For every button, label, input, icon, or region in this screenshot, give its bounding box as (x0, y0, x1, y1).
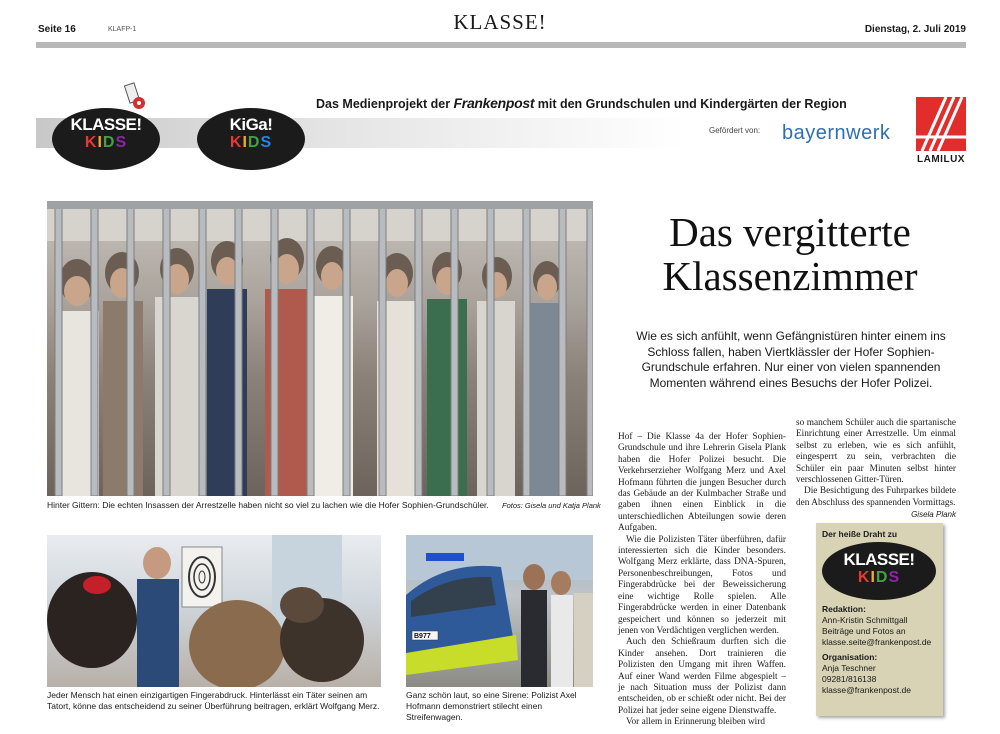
article-paragraph: Wie die Polizisten Täter überführen, dafür interessierten sich die Kinder besonders. Wolfgang Merz erklärte, dass DNA-Spuren, Personenbeschreibungen, Fotos und Fingerabdrücke bei der Beweissicherung eine wichtige Rolle spielen. Alle Fingerabdrücke werden in einer Datenbank gespeichert und können so jederzeit mit jenen von Verdächtigen verglichen werden. (618, 534, 786, 636)
headline-line-2: Klassenzimmer (662, 253, 918, 299)
klasse-kids-logo (52, 108, 160, 170)
main-photo-caption: Hinter Gittern: Die echten Insassen der Arrestzelle haben nicht so viel zu lachen wie die Hofer Sophien-Grundschüler. (47, 500, 489, 510)
lamilux-stripes-icon (916, 97, 966, 151)
banner-text (316, 95, 847, 111)
kids-letter: S (115, 134, 128, 151)
kids-letter: I (97, 134, 103, 151)
article-column-2 (796, 418, 956, 521)
photo-credit: Fotos: Gisela und Katja Plank (502, 501, 601, 510)
lamilux-logo-mark (916, 97, 966, 151)
police-car-photo (406, 535, 593, 687)
redaktion-label: Redaktion: (822, 604, 866, 614)
redaktion-email[interactable]: klasse.seite@frankenpost.de (822, 637, 932, 647)
article-column-1 (618, 432, 786, 729)
section-title: KLASSE! (453, 10, 547, 34)
headline-line-1: Das vergitterte (669, 209, 911, 255)
organisation-email[interactable]: klasse@frankenpost.de (822, 685, 911, 695)
infobox-title: Der heiße Draht zu (822, 529, 898, 539)
article-lead: Wie es sich anfühlt, wenn Gefängnistüren hinter einem ins Schloss fallen, haben Viertklässler der Hofer Sophien-Grundschule erfahren. Nur einer von vielen spannenden Momenten während eines Besuchs der Hofer Polizei. (636, 329, 946, 390)
kids-letter: D (875, 569, 889, 586)
kids-letter: D (247, 134, 261, 151)
kids-letter: K (84, 134, 98, 151)
infobox-logo-kids (822, 569, 936, 587)
organisation-label: Organisation: (822, 652, 878, 662)
kids-letter: I (870, 569, 876, 586)
sponsor-label: Gefördert von: (709, 126, 761, 135)
issue-date: Dienstag, 2. Juli 2019 (864, 24, 966, 35)
kids-letter: I (242, 134, 248, 151)
fingerprint-scene-illustration (47, 535, 381, 687)
header-rule (36, 42, 966, 48)
article-paragraph: so manchem Schüler auch die spartanische Einrichtung einer Arrestzelle. Um einmal selbst zu erleben, wie es sich anfühlt, eingesperrt zu sein, verbrachten die Schüler ein paar Minuten selbst hinter verschlossenen Gitter-Türen. (796, 418, 956, 486)
logo-kiga-main: KiGa! (229, 115, 273, 134)
article-paragraph: Auch den Schießraum durften sich die Kinder ansehen. Dort trainieren die Polizisten den Umgang mit ihren Waffen. Auf einer Wand werden Filme abgespielt – je nach Situation muss der Polizist dann entscheiden, ob er schießt oder nicht. Bei der Polizei hat jeder seine eigene Dienstwaffe. (618, 637, 786, 716)
article-author: Gisela Plank (911, 510, 956, 520)
license-plate: B977 (414, 633, 431, 640)
organisation-name: Anja Teschner (822, 663, 876, 673)
logo-kiga-kids (197, 134, 305, 152)
infobox-logo-main: KLASSE! (843, 550, 915, 569)
banner-text-after: mit den Grundschulen und Kindergärten der Region (534, 97, 847, 111)
bayernwerk-logo: bayernwerk (782, 122, 891, 144)
redaktion-note: Beiträge und Fotos an (822, 626, 906, 636)
logo-klasse-main: KLASSE! (70, 115, 142, 134)
article-paragraph: Die Besichtigung des Fuhrparkes bildete den Abschluss des spannenden Vormittags. (796, 486, 956, 508)
lamilux-wordmark: LAMILUX (917, 154, 965, 165)
infobox-klasse-kids-logo (822, 542, 936, 600)
pencil-icon (124, 82, 146, 112)
fingerprint-caption: Jeder Mensch hat einen einzigartigen Fingerabdruck. Hinterlässt ein Täter seinen am Tatort, könne das entscheidend zu seiner Überführung beitragen, erklärt Wolfgang Merz. (47, 690, 380, 711)
kids-letter: K (229, 134, 243, 151)
article-paragraph: Hof – Die Klasse 4a der Hofer Sophien-Grundschule und ihre Lehrerin Gisela Plank haben die Hofer Polizei besucht. Die Verkehrserzieher Wolfgang Merz und Axel Hofmann führten die jungen Besucher durch das Gebäude an der Kulmbacher Straße und gaben ihnen einen Einblick in die unterschiedlichen Abteilungen sowie deren Aufgaben. (618, 432, 786, 534)
page-code: KLAFP-1 (108, 26, 137, 33)
page-number: Seite 16 (38, 24, 76, 35)
banner-brand: Frankenpost (453, 95, 535, 111)
organisation-phone: 09281/816138 (822, 674, 877, 684)
logo-klasse-kids (52, 134, 160, 152)
article-headline (615, 210, 965, 298)
fingerprint-photo (47, 535, 381, 687)
banner-text-before: Das Medienprojekt der (316, 97, 454, 111)
article-paragraph: Vor allem in Erinnerung bleiben wird (626, 717, 765, 728)
kids-letter: K (857, 569, 871, 586)
police-car-caption: Ganz schön laut, so eine Sirene: Polizist Axel Hofmann demonstriert stilecht einen Streifenwagen. (406, 690, 577, 722)
redaktion-name: Ann-Kristin Schmittgall (822, 615, 908, 625)
police-car-scene-illustration (406, 535, 593, 687)
kids-letter: D (102, 134, 116, 151)
kiga-kids-logo (197, 108, 305, 170)
jail-scene-illustration (47, 201, 593, 496)
contact-infobox (816, 523, 943, 716)
kids-letter: S (260, 134, 273, 151)
kids-letter: S (888, 569, 901, 586)
main-photo-jail-bars (47, 201, 593, 496)
